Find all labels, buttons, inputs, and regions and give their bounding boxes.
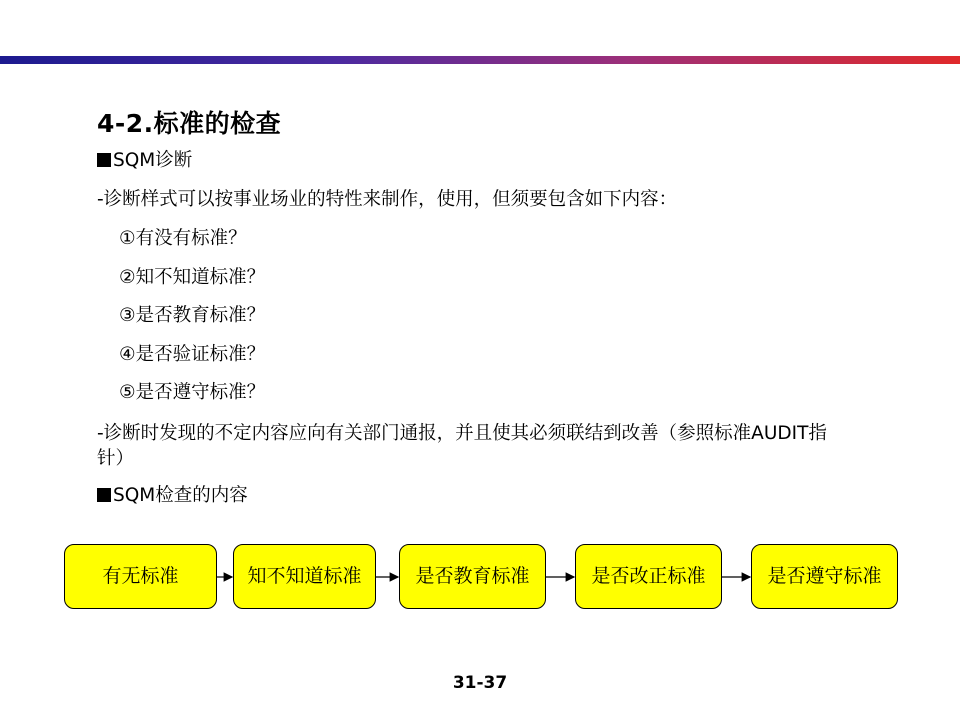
list-item: ③是否教育标准？ <box>119 305 266 326</box>
list-item: ②知不知道标准？ <box>119 267 266 288</box>
section-heading-text: SQM检查的内容 <box>113 485 248 506</box>
flow-box-2: 知不知道标准 <box>233 544 376 609</box>
flow-box-5: 是否遵守标准 <box>751 544 898 609</box>
flow-box-1: 有无标准 <box>64 544 217 609</box>
header-gradient-bar <box>0 56 960 64</box>
flow-box-4: 是否改正标准 <box>575 544 722 609</box>
section-heading-sqm-check <box>97 483 248 509</box>
page-number: 31-37 <box>452 673 508 693</box>
list-item: ⑤是否遵守标准？ <box>119 382 266 403</box>
square-bullet-icon <box>97 153 111 167</box>
note-text: -诊断时发现的不定内容应向有关部门通报，并且使其必须联结到改善（参照标准AUDIT指针） <box>97 423 827 469</box>
section-heading-sqm-diagnosis <box>97 148 192 174</box>
list-item: ④是否验证标准？ <box>119 344 266 365</box>
section-heading-text: SQM诊断 <box>113 150 193 171</box>
intro-text: -诊断样式可以按事业场业的特性来制作，使用，但须要包含如下内容： <box>97 189 678 210</box>
square-bullet-icon <box>97 488 111 502</box>
slide-title: 4-2.标准的检查 <box>97 109 282 138</box>
flow-box-3: 是否教育标准 <box>399 544 546 609</box>
list-item: ①有没有标准？ <box>119 228 247 249</box>
